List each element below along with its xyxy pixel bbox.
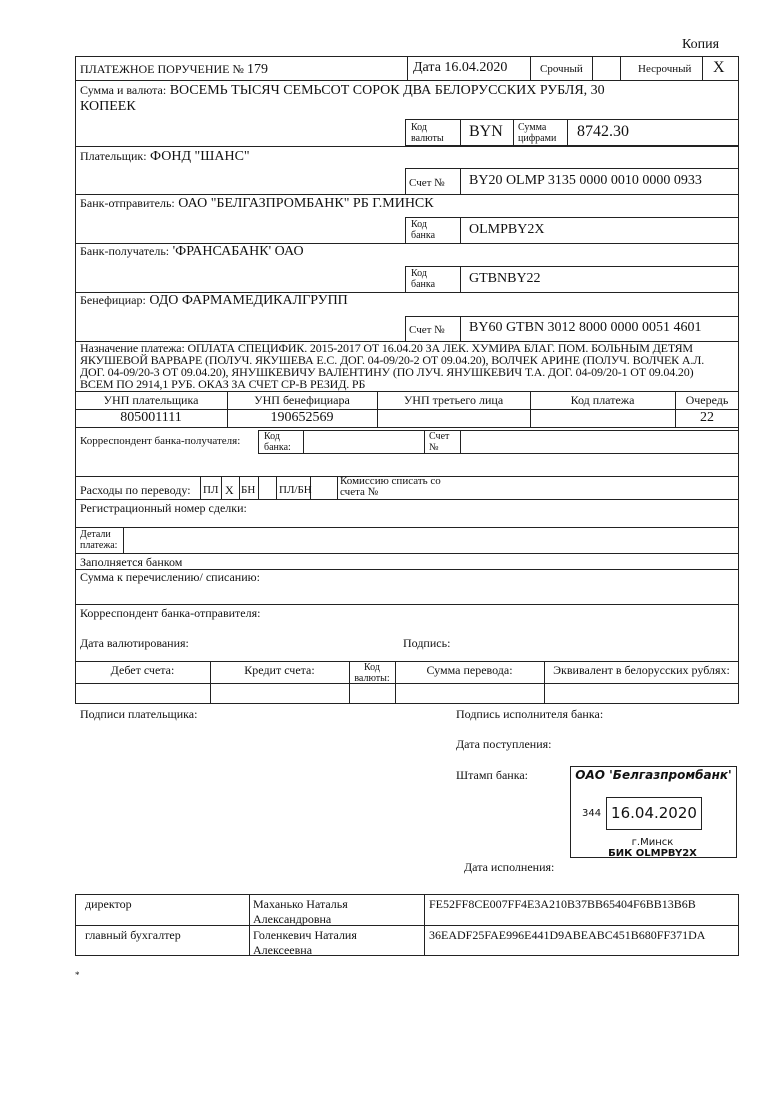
order-date: [413, 60, 507, 76]
receipt-date-label: Дата поступления:: [456, 737, 552, 751]
commission-label: Комиссию списать со счета №: [340, 475, 441, 498]
payment-details-label: Детали платежа:: [80, 529, 118, 551]
payment-purpose: [80, 342, 704, 390]
expenses-plbn: ПЛ/БН: [279, 484, 312, 496]
correspondent-label: Корреспондент банка-получателя:: [80, 435, 241, 447]
sum-to-transfer-label: Сумма к перечислению/ списанию:: [80, 570, 260, 584]
beneficiary-row: [80, 293, 348, 309]
payer-account-label: Счет №: [409, 177, 445, 189]
sender-bank-code-label: Код банка: [411, 219, 436, 241]
executor-signature-label: Подпись исполнителя банка:: [456, 707, 604, 721]
queue-value: 22: [700, 410, 714, 425]
beneficiary-label: Бенефициар:: [80, 293, 146, 307]
signer-name-1: Маханько Наталья Александровна: [253, 897, 348, 926]
unp-payer: 805001111: [120, 410, 182, 425]
order-number-label: №: [232, 62, 244, 76]
receiver-bank-row: [80, 244, 304, 260]
beneficiary-account: BY60 GTBN 3012 8000 0000 0051 4601: [469, 320, 702, 335]
stamp-bank-name: ОАО 'Белгазпромбанк': [575, 768, 732, 782]
amount-words: [80, 82, 730, 115]
receiver-bank-label: Банк-получатель:: [80, 244, 170, 258]
receiver-bank-code-label: Код банка: [411, 268, 436, 290]
signer-name-2: Голенкевич Наталия Алексеевна: [253, 928, 357, 957]
amount-code-row: [405, 119, 739, 146]
expenses-bn: БН: [241, 484, 256, 496]
purpose-line4: ВСЕМ ПО 2914,1 РУБ. ОКАЗ ЗА СЧЕТ СР-В РЕЗИД. РБ: [80, 377, 366, 391]
amount-label: Сумма и валюта:: [80, 83, 167, 97]
queue-label: Очередь: [685, 393, 729, 407]
payer-signatures-label: Подписи плательщика:: [80, 707, 198, 721]
transfer-sum-label: Сумма перевода:: [426, 663, 513, 677]
beneficiary-account-label: Счет №: [409, 324, 445, 336]
unp-beneficiary-label: УНП бенефициара: [254, 393, 350, 407]
amount-digits: 8742.30: [577, 123, 629, 140]
copy-label: Копия: [682, 37, 720, 52]
correspondent-sender-label: Корреспондент банка-отправителя:: [80, 606, 261, 620]
order-title: [80, 62, 268, 78]
execution-date-label: Дата исполнения:: [464, 860, 555, 874]
receiver-bank-code: GTBNBY22: [469, 271, 541, 286]
currency-code-label: Код валюты: [411, 122, 444, 144]
expenses-pl: ПЛ: [203, 484, 219, 496]
signer-role-1: директор: [85, 897, 132, 911]
date-value: 16.04.2020: [444, 60, 508, 75]
stamp-number: 344: [582, 808, 602, 819]
registration-number-label: Регистрационный номер сделки:: [80, 501, 247, 515]
signer-role-2: главный бухгалтер: [85, 928, 181, 942]
expenses-mark: X: [225, 483, 234, 497]
valuation-date-label: Дата валютирования:: [80, 636, 189, 650]
receiver-bank-name: 'ФРАНСАБАНК' ОАО: [172, 244, 304, 259]
non-urgent-mark: X: [713, 59, 725, 76]
unp-payer-label: УНП плательщика: [103, 393, 199, 407]
amount-words-line1: ВОСЕМЬ ТЫСЯЧ СЕМЬСОТ СОРОК ДВА БЕЛОРУССКИХ РУБЛЯ, 30: [169, 83, 605, 98]
bank-section-title: Заполняется банком: [80, 555, 183, 569]
purpose-line3: ДОГ. 04-09/20-3 ОТ 09.04.20), ЯНУШКЕВИЧУ ВАЛЕНТИНУ (ПО ЛУЧ. ЯНУШКЕВИЧ Т.А. ДОГ. 04-09/20-1 ОТ 09.04.20): [80, 365, 694, 379]
payer-row: [80, 149, 250, 165]
stamp-city: г.Минск: [631, 837, 674, 848]
purpose-line1: Назначение платежа: ОПЛАТА СПЕЦИФИК. 2015-2017 ОТ 16.04.20 ЗА ЛЕК. ХУМИРА БЛАГ. ПОМ. БОЛЬНЫМ ДЕТЯМ: [80, 341, 693, 355]
sender-bank-row: [80, 196, 434, 212]
sender-bank-code: OLMPBY2X: [469, 222, 545, 237]
unp-beneficiary: 190652569: [270, 410, 334, 425]
credit-label: Кредит счета:: [244, 663, 315, 677]
expenses-label: Расходы по переводу:: [80, 483, 191, 497]
payer-label: Плательщик:: [80, 149, 147, 163]
footnote-asterisk: *: [75, 970, 80, 980]
signature-label: Подпись:: [403, 636, 451, 650]
equivalent-label: Эквивалент в белорусских рублях:: [553, 663, 730, 677]
purpose-line2: ЯКУШЕВОЙ ВАРВАРЕ (ПОЛУЧ. ЯКУШЕВА Е.С. ДОГ. 04-09/20-2 ОТ 09.04.20), ВОЛЧЕК АРИНЕ (ПОЛУЧ. ВОЛЧЕК А.Л.: [80, 353, 705, 367]
sender-bank-label: Банк-отправитель:: [80, 196, 175, 210]
currency-code-bank-label: Код валюты:: [354, 662, 390, 684]
sender-bank-code-row: [405, 217, 739, 243]
payer-name: ФОНД "ШАНС": [150, 149, 250, 164]
date-label: Дата: [413, 60, 441, 75]
correspondent-bank-code-label: Код банка:: [264, 431, 291, 453]
debit-label: Дебет счета:: [110, 663, 175, 677]
payment-code-label: Код платежа: [570, 393, 635, 407]
digits-label: Сумма цифрами: [518, 122, 557, 144]
sender-bank-name: ОАО "БЕЛГАЗПРОМБАНК" РБ Г.МИНСК: [178, 196, 434, 211]
receiver-bank-code-row: [405, 266, 739, 292]
non-urgent-label: Несрочный: [638, 63, 692, 75]
stamp-bik: БИК OLMPBY2X: [608, 848, 697, 859]
order-number: 179: [246, 62, 268, 77]
unp-third-label: УНП третьего лица: [403, 393, 504, 407]
beneficiary-name: ОДО ФАРМАМЕДИКАЛГРУПП: [149, 293, 348, 308]
currency-value: BYN: [469, 123, 503, 140]
urgent-label: Срочный: [540, 63, 583, 75]
order-title-text: ПЛАТЕЖНОЕ ПОРУЧЕНИЕ: [80, 62, 230, 76]
correspondent-row: [258, 430, 739, 454]
signer-hash-1: FE52FF8CE007FF4E3A210B37BB65404F6BB13B6B: [429, 897, 696, 911]
bank-stamp-label: Штамп банка:: [456, 768, 528, 782]
amount-words-line2: КОПЕЕК: [80, 99, 136, 114]
signer-hash-2: 36EADF25FAE996E441D9ABEABC451B680FF371DA: [429, 928, 706, 942]
payer-account: BY20 OLMP 3135 0000 0010 0000 0933: [469, 173, 702, 188]
stamp-date: 16.04.2020: [606, 797, 702, 830]
correspondent-account-label: Счет №: [429, 431, 450, 453]
